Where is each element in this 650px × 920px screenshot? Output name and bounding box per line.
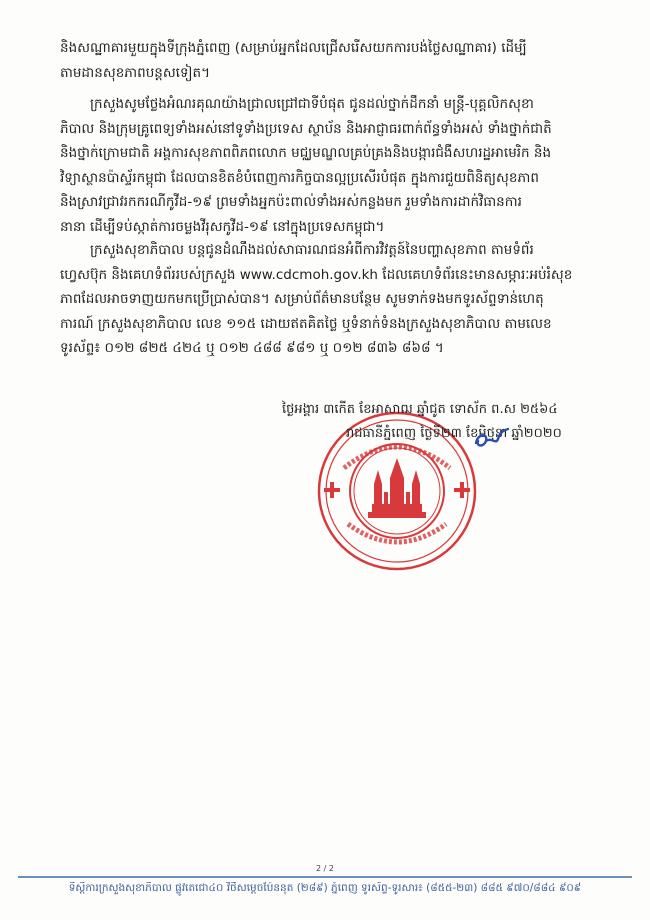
paragraph-2-line: វិទ្យាស្ថានប៉ាស្ទ័រកម្ពុជា ដែលបានខិតខំបំពេញការកិច្ចបានល្អប្រសើរបំផុត ក្នុងការជួយពិនិត្យសុខភាព (60, 169, 539, 186)
paragraph-2-line: ក្រសួងសូមថ្លែងអំណរគុណយ៉ាងជ្រាលជ្រៅជាទីបំផុត ជូនដល់ថ្នាក់ដឹកនាំ មន្ត្រី-បុគ្គលិកសុខា (90, 96, 534, 112)
paragraph-2-line: និងស្រាវជ្រាវរកករណីកូវីដ-១៩ ព្រមទាំងអ្នកប៉ះពាល់ទាំងអស់កន្លងមក រួមទាំងការដាក់វិធានការ (60, 194, 522, 210)
signature-mark-icon (472, 425, 512, 451)
footer-address: ទីស្តីការក្រសួងសុខាភិបាល ផ្លូវតេជោ៤០ វិថីសម្តេចប៉ែននុត (២៨៩) ភ្នំពេញ ទូរស័ព្ទ-ទូរសារ៖ (៨៥៥-២៣) ៨៨៥ ៩៧០/៨៨៤ ៩០៩ (68, 882, 582, 894)
paragraph-1-line: តាមដានសុខភាពបន្តសទៀត។ (60, 64, 211, 81)
paragraph-2 (60, 92, 620, 239)
paragraph-2-line: នានា ដើម្បីទប់ស្កាត់ការចម្លងវីរុសកូវីដ-១៩ នៅក្នុងប្រទេសកម្ពុជា។ (60, 218, 385, 235)
paragraph-3-line: ហ្វេសប៊ុក និងគេហទំព័ររបស់ក្រសួង www.cdcmoh.gov.kh ដែលគេហទំព័រនេះមានសម្ភារៈអប់រំសុខ (60, 266, 573, 283)
paragraph-1-line: និងសណ្ឋាគារមួយក្នុងទីក្រុងភ្នំពេញ (សម្រាប់អ្នកដែលជ្រើសរើសយកការបង់ថ្លៃសណ្ឋាគារ) ដើម្បី (60, 40, 527, 56)
paragraph-3-line: ក្រសួងសុខាភិបាល បន្តជូនដំណឹងដល់សាធារណជនអំពីការវិវត្តន៍នៃបញ្ហាសុខភាព តាមទំព័រ (90, 242, 534, 258)
paragraph-3 (60, 238, 620, 361)
page-number: 2 / 2 (316, 864, 334, 873)
paragraph-3-line: ភាពដែលអាចទាញយកមកប្រើប្រាស់បាន។ សម្រាប់ព័ត៌មានបន្ថែម សូមទាក់ទងមកទូរស័ព្ទទាន់ហេតុ (60, 291, 544, 307)
paragraph-3-line: ការណ៍ ក្រសួងសុខាភិបាល លេខ ១១៥ ដោយឥតគិតថ្លៃ ឬទំនាក់ទំនងក្រសួងសុខាភិបាល តាមលេខ (60, 315, 552, 332)
paragraph-2-line: ភិបាល និងក្រុមគ្រូពេទ្យទាំងអស់នៅទូទាំងប្រទេស ស្ថាប័ន និងអាជ្ញាធរពាក់ព័ន្ធទាំងអស់ ទាំងថ្នាក់ជាតិ (60, 120, 552, 137)
place-and-date: រាជធានីភ្នំពេញ ថ្ងៃទី២៣ ខែមិថុនា ឆ្នាំ២០២០ (346, 426, 562, 441)
lunar-date: ថ្ងៃអង្គារ ៣កើត ខែអាសាឍ ឆ្នាំជូត ទោស័ក ព.ស ២៥៦៤ (282, 402, 558, 417)
paragraph-1 (60, 36, 620, 85)
footer-divider (18, 876, 632, 878)
date-block (282, 398, 622, 446)
paragraph-2-line: និងថ្នាក់ក្រោមជាតិ អង្គការសុខភាពពិភពលោក មជ្ឈមណ្ឌលគ្រប់គ្រងនិងបង្ការជំងឺសហរដ្ឋអាមេរិក និង (60, 145, 552, 161)
paragraph-3-line: ទូរស័ព្ទ៖ ០១២ ៨២៥ ៤២៤ ឬ ០១២ ៤៨៨ ៩៨១ ឬ ០១២ ៨៣៦ ៨៦៨ ។ (60, 340, 444, 356)
